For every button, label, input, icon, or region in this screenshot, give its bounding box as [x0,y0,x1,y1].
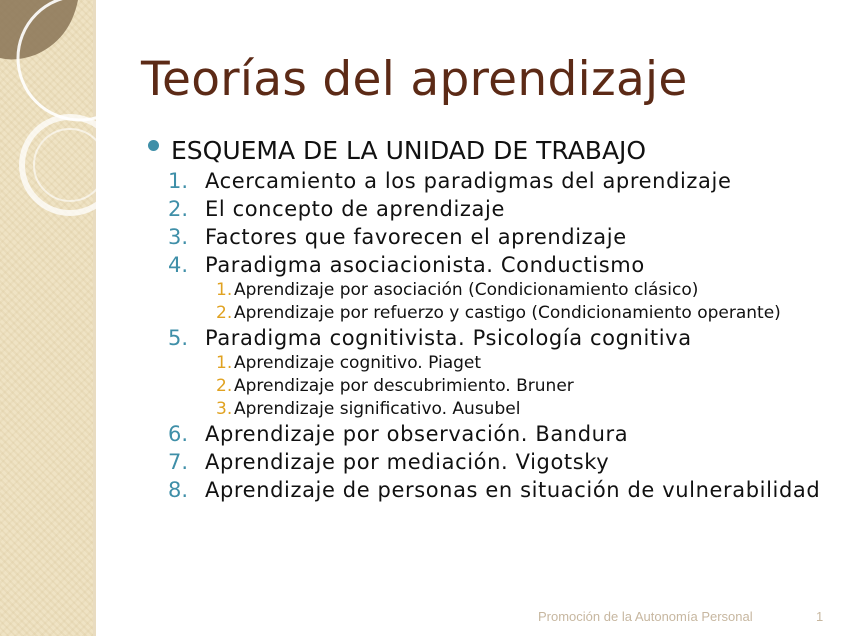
outline-subitem-5-1 [216,353,828,373]
outline-list [148,169,828,503]
subitem-text: Aprendizaje significativo. Ausubel [234,399,521,419]
subitem-number: 1. [216,280,233,300]
slide-title: Teorías del aprendizaje [141,52,688,107]
item-number: 7. [168,450,189,474]
item-text: Factores que favorecen el aprendizaje [205,225,627,249]
item-number: 5. [168,326,189,350]
outline-item-2 [168,197,828,222]
item-text: Paradigma cognitivista. Psicología cognitiva [205,326,692,350]
item-number: 1. [168,169,189,193]
subitem-text: Aprendizaje cognitivo. Piaget [234,353,482,373]
decor-ring-medium [22,117,118,213]
item-text: Aprendizaje por observación. Bandura [205,422,629,446]
outline-item-6 [168,422,828,447]
item-text: Aprendizaje de personas en situación de vulnerabilidad [205,478,821,502]
subitem-number: 3. [216,399,233,419]
item-text: El concepto de aprendizaje [205,197,505,221]
outline-item-7 [168,450,828,475]
item-text: Aprendizaje por mediación. Vigotsky [205,450,610,474]
outline-item-5 [168,326,828,351]
subitem-number: 1. [216,353,233,373]
outline-subitem-5-3 [216,399,828,419]
subitem-text: Aprendizaje por refuerzo y castigo (Condicionamiento operante) [234,303,781,323]
outline-subitem-4-2 [216,303,828,323]
item-number: 8. [168,478,189,502]
footer-text: Promoción de la Autonomía Personal [538,609,753,624]
item-number: 4. [168,253,189,277]
item-number: 2. [168,197,189,221]
bullet-dot-icon [148,140,159,151]
subitem-number: 2. [216,303,233,323]
subitem-number: 2. [216,376,233,396]
slide-content [148,136,828,505]
outline-item-1 [168,169,828,194]
item-text: Acercamiento a los paradigmas del aprendizaje [205,169,732,193]
subitem-text: Aprendizaje por asociación (Condicionamiento clásico) [234,280,699,300]
corner-shape [0,0,78,59]
page-number: 1 [816,609,824,624]
outline-item-8 [168,478,828,503]
item-text: Paradigma asociacionista. Conductismo [205,253,645,277]
item-number: 6. [168,422,189,446]
subitem-text: Aprendizaje por descubrimiento. Bruner [234,376,574,396]
outline-subitem-4-1 [216,280,828,300]
item-number: 3. [168,225,189,249]
section-heading-text: ESQUEMA DE LA UNIDAD DE TRABAJO [171,136,647,165]
decor-ring-inner [34,129,106,201]
outline-item-3 [168,225,828,250]
decorative-circles [0,0,130,260]
section-heading [148,136,828,165]
outline-subitem-5-2 [216,376,828,396]
outline-item-4 [168,253,828,278]
